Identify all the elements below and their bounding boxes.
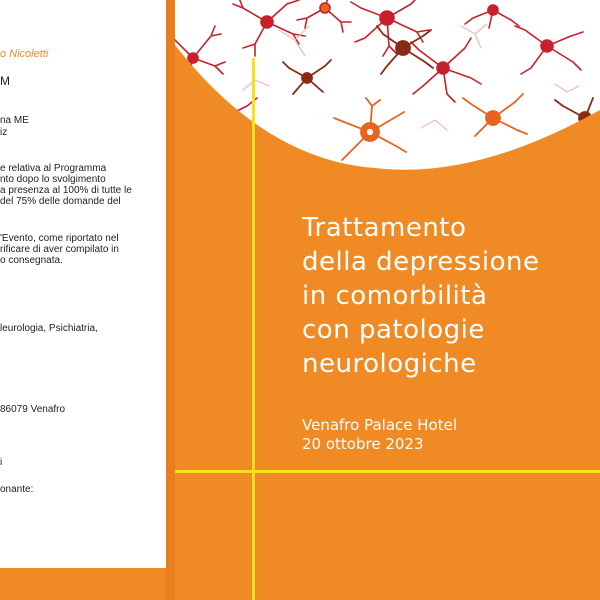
text-line: 'Evento, come riportato nel xyxy=(0,233,119,244)
title-line: Trattamento xyxy=(302,213,467,243)
yellow-vertical-line xyxy=(252,58,255,600)
text-line: iz xyxy=(0,127,8,138)
text-line: nto dopo lo svolgimento xyxy=(0,174,106,185)
neuron-artwork xyxy=(175,0,600,170)
title-line: con patologie xyxy=(302,315,485,345)
text-line: na ME xyxy=(0,115,29,126)
yellow-horizontal-line xyxy=(175,470,600,473)
text-line: o consegnata. xyxy=(0,255,63,266)
cover-title xyxy=(302,211,592,381)
text-line: i xyxy=(0,457,3,468)
title-line: neurologiche xyxy=(302,349,477,379)
spine-strip xyxy=(166,0,175,600)
text-line: M xyxy=(0,74,10,88)
neuron-illustration xyxy=(175,0,600,170)
inner-page xyxy=(0,0,166,568)
event-venue-date xyxy=(302,416,457,454)
author-name: o Nicoletti xyxy=(0,48,49,60)
text-line: 86079 Venafro xyxy=(0,404,66,415)
venue-name: Venafro Palace Hotel xyxy=(302,416,457,434)
title-line: della depressione xyxy=(302,247,540,277)
title-line: in comorbilità xyxy=(302,281,488,311)
text-line: rificare di aver compilato in xyxy=(0,244,119,255)
text-line: a presenza al 100% di tutte le xyxy=(0,185,132,196)
text-line: e relativa al Programma xyxy=(0,163,107,174)
text-line: onante: xyxy=(0,484,34,495)
event-date: 20 ottobre 2023 xyxy=(302,435,424,453)
text-line: del 75% delle domande del xyxy=(0,196,121,207)
text-line: leurologia, Psichiatria, xyxy=(0,323,98,334)
